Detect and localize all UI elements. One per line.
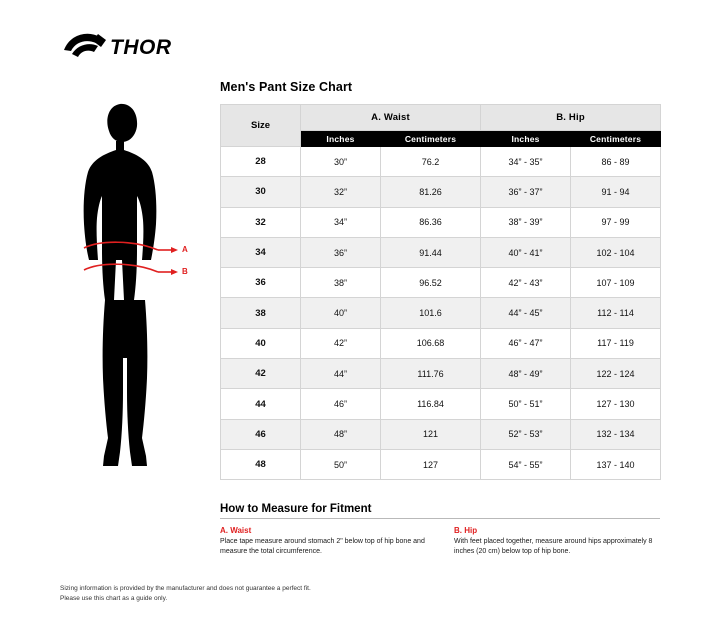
cell-waist-cm: 96.52 <box>381 268 481 298</box>
page-title: Men's Pant Size Chart <box>220 80 353 94</box>
table-row <box>221 268 661 298</box>
cell-waist-cm: 127 <box>381 449 481 479</box>
size-table-wrapper <box>220 104 660 480</box>
how-to-waist-heading: A. Waist <box>220 526 252 535</box>
cell-hip-inches: 38” - 39” <box>481 207 571 237</box>
header-waist-inches: Inches <box>301 131 381 147</box>
thor-logo <box>60 28 190 70</box>
cell-hip-cm: 97 - 99 <box>571 207 661 237</box>
cell-size: 28 <box>221 147 301 177</box>
cell-waist-inches: 46” <box>301 389 381 419</box>
table-row <box>221 449 661 479</box>
cell-hip-cm: 137 - 140 <box>571 449 661 479</box>
cell-waist-cm: 106.68 <box>381 328 481 358</box>
cell-waist-cm: 81.26 <box>381 177 481 207</box>
table-row <box>221 298 661 328</box>
cell-size: 42 <box>221 359 301 389</box>
cell-waist-inches: 44” <box>301 359 381 389</box>
header-hip: B. Hip <box>481 105 661 131</box>
header-waist-cm: Centimeters <box>381 131 481 147</box>
cell-hip-cm: 102 - 104 <box>571 237 661 267</box>
cell-waist-inches: 30” <box>301 147 381 177</box>
table-row <box>221 359 661 389</box>
cell-hip-inches: 52” - 53” <box>481 419 571 449</box>
header-hip-inches: Inches <box>481 131 571 147</box>
how-to-waist <box>220 526 426 557</box>
label-a: A <box>182 245 188 254</box>
how-to-waist-body: Place tape measure around stomach 2" below top of hip bone and measure the total circumference. <box>220 538 425 556</box>
cell-waist-cm: 91.44 <box>381 237 481 267</box>
table-row <box>221 147 661 177</box>
cell-hip-cm: 117 - 119 <box>571 328 661 358</box>
body-diagram <box>70 100 210 480</box>
table-row <box>221 328 661 358</box>
cell-hip-cm: 86 - 89 <box>571 147 661 177</box>
cell-hip-inches: 36” - 37” <box>481 177 571 207</box>
cell-hip-cm: 122 - 124 <box>571 359 661 389</box>
how-to-measure-section <box>220 503 660 557</box>
cell-waist-inches: 34” <box>301 207 381 237</box>
cell-waist-cm: 121 <box>381 419 481 449</box>
cell-size: 46 <box>221 419 301 449</box>
cell-size: 32 <box>221 207 301 237</box>
table-row <box>221 419 661 449</box>
how-to-hip-heading: B. Hip <box>454 526 478 535</box>
footer-line-2: Please use this chart as a guide only. <box>60 595 168 603</box>
cell-hip-inches: 48” - 49” <box>481 359 571 389</box>
male-silhouette-icon <box>70 100 210 480</box>
cell-waist-cm: 116.84 <box>381 389 481 419</box>
cell-size: 30 <box>221 177 301 207</box>
cell-hip-inches: 42” - 43” <box>481 268 571 298</box>
table-body <box>221 147 661 480</box>
table-row <box>221 389 661 419</box>
cell-waist-inches: 42” <box>301 328 381 358</box>
cell-size: 34 <box>221 237 301 267</box>
cell-hip-inches: 44” - 45” <box>481 298 571 328</box>
cell-hip-cm: 127 - 130 <box>571 389 661 419</box>
table-row <box>221 207 661 237</box>
cell-waist-inches: 40” <box>301 298 381 328</box>
table-row <box>221 177 661 207</box>
cell-waist-inches: 50” <box>301 449 381 479</box>
cell-size: 38 <box>221 298 301 328</box>
cell-waist-cm: 86.36 <box>381 207 481 237</box>
cell-size: 48 <box>221 449 301 479</box>
cell-waist-inches: 36” <box>301 237 381 267</box>
cell-hip-inches: 40” - 41” <box>481 237 571 267</box>
cell-hip-inches: 34” - 35” <box>481 147 571 177</box>
table-group-header-row <box>221 105 661 131</box>
footer-disclaimer <box>60 584 660 605</box>
how-to-hip <box>454 526 660 557</box>
cell-hip-cm: 112 - 114 <box>571 298 661 328</box>
cell-size: 44 <box>221 389 301 419</box>
thor-helmet-logo-icon <box>60 28 190 70</box>
cell-waist-inches: 38” <box>301 268 381 298</box>
footer-line-1: Sizing information is provided by the manufacturer and does not guarantee a perfect fit. <box>60 585 311 592</box>
svg-text:THOR: THOR <box>110 36 172 59</box>
label-b: B <box>182 267 188 276</box>
header-waist: A. Waist <box>301 105 481 131</box>
divider <box>220 518 660 519</box>
header-size: Size <box>221 105 301 147</box>
header-hip-cm: Centimeters <box>571 131 661 147</box>
cell-waist-inches: 32” <box>301 177 381 207</box>
cell-waist-cm: 111.76 <box>381 359 481 389</box>
cell-hip-cm: 107 - 109 <box>571 268 661 298</box>
cell-hip-inches: 50” - 51” <box>481 389 571 419</box>
cell-waist-cm: 76.2 <box>381 147 481 177</box>
cell-hip-cm: 132 - 134 <box>571 419 661 449</box>
cell-size: 40 <box>221 328 301 358</box>
how-to-hip-body: With feet placed together, measure around hips approximately 8 inches (20 cm) below top of hip bone. <box>454 538 653 556</box>
cell-hip-cm: 91 - 94 <box>571 177 661 207</box>
cell-hip-inches: 54” - 55” <box>481 449 571 479</box>
cell-size: 36 <box>221 268 301 298</box>
table-row <box>221 237 661 267</box>
cell-waist-cm: 101.6 <box>381 298 481 328</box>
cell-waist-inches: 48” <box>301 419 381 449</box>
how-to-measure-title: How to Measure for Fitment <box>220 503 372 515</box>
cell-hip-inches: 46” - 47” <box>481 328 571 358</box>
size-table <box>220 104 661 480</box>
